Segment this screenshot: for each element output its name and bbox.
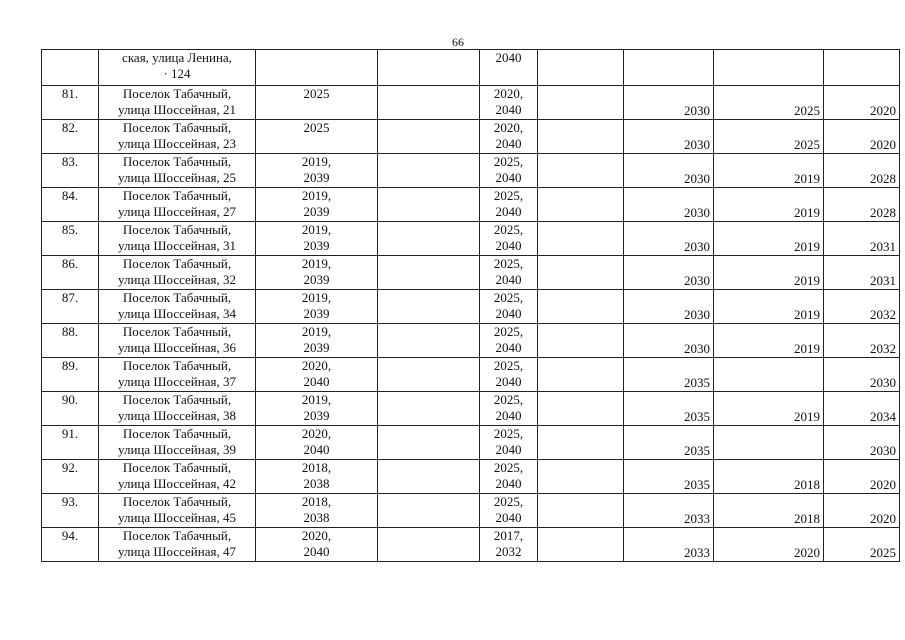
year-range-cell xyxy=(256,290,378,324)
empty-cell xyxy=(538,256,624,290)
row-number: 91. xyxy=(61,426,79,441)
year-value: 2032 xyxy=(495,544,522,559)
year-range-cell xyxy=(480,426,538,460)
year-cell xyxy=(714,392,824,426)
address-cell xyxy=(99,460,256,494)
empty-cell xyxy=(538,50,624,86)
address-cell xyxy=(99,494,256,528)
year-value: 2019 xyxy=(794,205,820,220)
year-range-cell xyxy=(256,358,378,392)
empty-cell xyxy=(538,426,624,460)
year-value: 2039 xyxy=(303,272,330,287)
year-value: 2030 xyxy=(870,443,896,458)
year-range-cell xyxy=(480,494,538,528)
year-cell xyxy=(624,120,714,154)
year-value: 2025 xyxy=(303,86,330,101)
table-row xyxy=(42,426,900,460)
year-cell xyxy=(714,358,824,392)
year-value: 2039 xyxy=(303,306,330,321)
year-value: 2025, xyxy=(493,460,524,475)
year-value: 2040 xyxy=(495,374,522,389)
year-value: 2020, xyxy=(493,86,524,101)
page-number: 66 xyxy=(452,35,464,49)
year-value: 2020, xyxy=(493,120,524,135)
table-row xyxy=(42,256,900,290)
empty-cell xyxy=(378,86,480,120)
row-number-cell xyxy=(42,188,99,222)
year-cell xyxy=(624,188,714,222)
year-value: 2020 xyxy=(870,137,896,152)
year-value: 2040 xyxy=(495,442,522,457)
year-value: 2019 xyxy=(794,273,820,288)
address-line: улица Шоссейная, 31 xyxy=(118,238,236,253)
row-number: 89. xyxy=(61,358,79,373)
row-number: 92. xyxy=(61,460,79,475)
address-line: улица Шоссейная, 36 xyxy=(118,340,236,355)
year-cell xyxy=(714,426,824,460)
address-line: Поселок Табачный, xyxy=(122,494,232,509)
year-value: 2035 xyxy=(684,375,710,390)
row-number: 83. xyxy=(61,154,79,169)
empty-cell xyxy=(378,460,480,494)
year-cell xyxy=(714,222,824,256)
empty-cell xyxy=(538,120,624,154)
year-cell xyxy=(624,86,714,120)
year-value: 2025, xyxy=(493,426,524,441)
year-range-cell xyxy=(480,256,538,290)
address-line: Поселок Табачный, xyxy=(122,154,232,169)
year-value: 2018, xyxy=(301,494,332,509)
year-range-cell xyxy=(256,426,378,460)
year-value: 2025, xyxy=(493,188,524,203)
row-number-cell xyxy=(42,290,99,324)
year-cell xyxy=(714,324,824,358)
row-number-cell xyxy=(42,392,99,426)
year-value: 2040 xyxy=(495,476,522,491)
year-value: 2032 xyxy=(870,341,896,356)
year-value: 2019 xyxy=(794,341,820,356)
year-value: 2030 xyxy=(684,341,710,356)
year-cell xyxy=(624,154,714,188)
row-number: 93. xyxy=(61,494,79,509)
year-value: 2020, xyxy=(301,358,332,373)
row-number-cell xyxy=(42,86,99,120)
empty-cell xyxy=(538,154,624,188)
year-value: 2025, xyxy=(493,290,524,305)
table-row xyxy=(42,392,900,426)
empty-cell xyxy=(378,290,480,324)
row-number-cell xyxy=(42,222,99,256)
year-range-cell xyxy=(480,188,538,222)
table-row xyxy=(42,222,900,256)
year-range-cell xyxy=(480,460,538,494)
year-value: 2025, xyxy=(493,324,524,339)
address-line: Поселок Табачный, xyxy=(122,188,232,203)
year-value: 2025, xyxy=(493,222,524,237)
table-row xyxy=(42,120,900,154)
year-value: 2039 xyxy=(303,340,330,355)
year-range-cell xyxy=(480,120,538,154)
year-value: 2019 xyxy=(794,409,820,424)
address-cell xyxy=(99,392,256,426)
year-value: 2019, xyxy=(301,290,332,305)
year-value: 2019, xyxy=(301,188,332,203)
year-cell xyxy=(824,460,900,494)
address-line: · 124 xyxy=(163,66,191,81)
year-value: 2020 xyxy=(870,103,896,118)
year-range-cell xyxy=(256,256,378,290)
address-line: Поселок Табачный, xyxy=(122,460,232,475)
address-line: Поселок Табачный, xyxy=(122,222,232,237)
row-number: 84. xyxy=(61,188,79,203)
year-value: 2020 xyxy=(870,511,896,526)
table-row xyxy=(42,290,900,324)
year-cell xyxy=(624,392,714,426)
year-value: 2020, xyxy=(301,528,332,543)
table-row xyxy=(42,460,900,494)
year-cell xyxy=(624,290,714,324)
year-cell xyxy=(624,426,714,460)
year-value: 2019, xyxy=(301,324,332,339)
year-value: 2019 xyxy=(794,307,820,322)
year-range-cell xyxy=(256,120,378,154)
year-cell xyxy=(824,324,900,358)
row-number: 82. xyxy=(61,120,79,135)
row-number-cell xyxy=(42,154,99,188)
year-value: 2040 xyxy=(495,102,522,117)
year-value: 2039 xyxy=(303,408,330,423)
year-range-cell xyxy=(256,154,378,188)
year-cell xyxy=(824,392,900,426)
empty-cell xyxy=(624,50,714,86)
year-value: 2028 xyxy=(870,205,896,220)
address-cell xyxy=(99,154,256,188)
year-value: 2019, xyxy=(301,222,332,237)
empty-cell xyxy=(538,494,624,528)
empty-cell xyxy=(378,392,480,426)
year-value: 2040 xyxy=(303,374,330,389)
year-value: 2017, xyxy=(493,528,524,543)
row-number-cell xyxy=(42,460,99,494)
address-cell xyxy=(99,324,256,358)
year-value: 2030 xyxy=(684,205,710,220)
year-value: 2025, xyxy=(493,494,524,509)
empty-cell xyxy=(378,120,480,154)
address-cell xyxy=(99,50,256,86)
year-value: 2039 xyxy=(303,238,330,253)
year-range-cell xyxy=(480,324,538,358)
year-cell xyxy=(624,460,714,494)
year-value: 2038 xyxy=(303,476,330,491)
year-value: 2019 xyxy=(794,171,820,186)
year-value: 2040 xyxy=(495,272,522,287)
year-range-cell xyxy=(256,324,378,358)
empty-cell xyxy=(538,188,624,222)
empty-cell xyxy=(256,50,378,86)
year-range-cell xyxy=(256,222,378,256)
address-cell xyxy=(99,358,256,392)
address-line: Поселок Табачный, xyxy=(122,120,232,135)
empty-cell xyxy=(538,222,624,256)
year-cell xyxy=(824,120,900,154)
table-row xyxy=(42,86,900,120)
address-cell xyxy=(99,528,256,562)
row-number-cell xyxy=(42,528,99,562)
year-value: 2025, xyxy=(493,256,524,271)
year-value: 2040 xyxy=(495,510,522,525)
address-line: улица Шоссейная, 42 xyxy=(118,476,236,491)
year-value: 2040 xyxy=(495,204,522,219)
year-value: 2040 xyxy=(303,544,330,559)
year-value: 2025 xyxy=(794,103,820,118)
empty-cell xyxy=(538,528,624,562)
year-value: 2040 xyxy=(303,442,330,457)
year-value: 2019, xyxy=(301,392,332,407)
year-value: 2031 xyxy=(870,273,896,288)
year-value: 2033 xyxy=(684,545,710,560)
year-cell xyxy=(824,256,900,290)
year-cell xyxy=(824,290,900,324)
year-value: 2030 xyxy=(684,171,710,186)
row-number: 88. xyxy=(61,324,79,339)
year-cell xyxy=(824,426,900,460)
row-number: 81. xyxy=(61,86,79,101)
address-line: улица Шоссейная, 21 xyxy=(118,102,236,117)
table-row xyxy=(42,528,900,562)
row-number-cell xyxy=(42,358,99,392)
year-cell xyxy=(714,256,824,290)
row-number-cell xyxy=(42,324,99,358)
year-value: 2019, xyxy=(301,256,332,271)
year-value: 2020 xyxy=(794,545,820,560)
empty-cell xyxy=(538,392,624,426)
empty-cell xyxy=(824,50,900,86)
year-value: 2031 xyxy=(870,239,896,254)
year-value: 2019 xyxy=(794,239,820,254)
year-value: 2030 xyxy=(684,307,710,322)
address-line: улица Шоссейная, 27 xyxy=(118,204,236,219)
empty-cell xyxy=(538,86,624,120)
address-cell xyxy=(99,222,256,256)
year-cell xyxy=(624,528,714,562)
year-value: 2033 xyxy=(684,511,710,526)
year-range-cell xyxy=(256,86,378,120)
year-value: 2020, xyxy=(301,426,332,441)
year-range-cell xyxy=(256,188,378,222)
year-range-cell xyxy=(256,392,378,426)
year-cell xyxy=(824,154,900,188)
year-value: 2035 xyxy=(684,477,710,492)
year-range-cell xyxy=(256,494,378,528)
year-cell xyxy=(714,154,824,188)
year-cell xyxy=(824,188,900,222)
address-cell xyxy=(99,86,256,120)
table-row xyxy=(42,358,900,392)
address-line: Поселок Табачный, xyxy=(122,290,232,305)
empty-cell xyxy=(538,460,624,494)
row-number: 87. xyxy=(61,290,79,305)
empty-cell xyxy=(538,290,624,324)
address-line: Поселок Табачный, xyxy=(122,426,232,441)
row-number: 86. xyxy=(61,256,79,271)
year-range-cell xyxy=(480,154,538,188)
empty-cell xyxy=(378,50,480,86)
year-value: 2040 xyxy=(495,408,522,423)
row-number-cell xyxy=(42,426,99,460)
address-line: улица Шоссейная, 23 xyxy=(118,136,236,151)
year-value: 2025, xyxy=(493,154,524,169)
address-line: улица Шоссейная, 32 xyxy=(118,272,236,287)
table-row xyxy=(42,324,900,358)
year-cell xyxy=(714,188,824,222)
year-value: 2040 xyxy=(495,238,522,253)
year-cell xyxy=(480,50,538,86)
row-number-cell xyxy=(42,120,99,154)
year-value: 2028 xyxy=(870,171,896,186)
year-value: 2035 xyxy=(684,409,710,424)
address-line: ская, улица Ленина, xyxy=(122,50,232,65)
year-range-cell xyxy=(256,460,378,494)
year-value: 2018 xyxy=(794,477,820,492)
year-value: 2019, xyxy=(301,154,332,169)
year-value: 2025, xyxy=(493,392,524,407)
year-cell xyxy=(714,120,824,154)
address-cell xyxy=(99,188,256,222)
year-value: 2035 xyxy=(684,443,710,458)
year-value: 2032 xyxy=(870,307,896,322)
address-cell xyxy=(99,290,256,324)
continuation-row xyxy=(42,50,900,86)
row-number-cell xyxy=(42,50,99,86)
year-cell xyxy=(714,86,824,120)
empty-cell xyxy=(378,188,480,222)
year-range-cell xyxy=(256,528,378,562)
year-range-cell xyxy=(480,86,538,120)
row-number-cell xyxy=(42,494,99,528)
address-line: Поселок Табачный, xyxy=(122,528,232,543)
year-cell xyxy=(714,494,824,528)
table-row xyxy=(42,188,900,222)
year-range-cell xyxy=(480,528,538,562)
year-cell xyxy=(624,256,714,290)
year-value: 2025 xyxy=(794,137,820,152)
address-line: Поселок Табачный, xyxy=(122,358,232,373)
year-range-cell xyxy=(480,222,538,256)
empty-cell xyxy=(378,528,480,562)
address-cell xyxy=(99,426,256,460)
year-value: 2018 xyxy=(794,511,820,526)
year-value: 2030 xyxy=(684,239,710,254)
year-cell xyxy=(714,528,824,562)
row-number-cell xyxy=(42,256,99,290)
address-line: улица Шоссейная, 47 xyxy=(118,544,236,559)
year-value: 2025 xyxy=(303,120,330,135)
empty-cell xyxy=(378,358,480,392)
empty-cell xyxy=(378,222,480,256)
empty-cell xyxy=(378,324,480,358)
table-row xyxy=(42,154,900,188)
address-cell xyxy=(99,120,256,154)
year-value: 2018, xyxy=(301,460,332,475)
year-value: 2034 xyxy=(870,409,896,424)
year-value: 2030 xyxy=(684,273,710,288)
year-cell xyxy=(824,358,900,392)
year-value: 2030 xyxy=(870,375,896,390)
year-value: 2030 xyxy=(684,103,710,118)
address-line: Поселок Табачный, xyxy=(122,392,232,407)
address-line: улица Шоссейная, 37 xyxy=(118,374,236,389)
year-value: 2040 xyxy=(495,136,522,151)
year-value: 2039 xyxy=(303,170,330,185)
address-line: улица Шоссейная, 38 xyxy=(118,408,236,423)
empty-cell xyxy=(378,256,480,290)
year-cell xyxy=(624,494,714,528)
address-line: улица Шоссейная, 25 xyxy=(118,170,236,185)
empty-cell xyxy=(538,324,624,358)
year-range-cell xyxy=(480,290,538,324)
year-value: 2025 xyxy=(870,545,896,560)
address-line: улица Шоссейная, 34 xyxy=(118,306,236,321)
year-range-cell xyxy=(480,358,538,392)
year-value: 2038 xyxy=(303,510,330,525)
empty-cell xyxy=(538,358,624,392)
year-value: 2020 xyxy=(870,477,896,492)
year-cell xyxy=(714,460,824,494)
row-number: 85. xyxy=(61,222,79,237)
year-cell xyxy=(824,222,900,256)
address-line: Поселок Табачный, xyxy=(122,324,232,339)
housing-repair-schedule-table xyxy=(41,49,900,562)
year-value: 2039 xyxy=(303,204,330,219)
empty-cell xyxy=(378,426,480,460)
year-value: 2040 xyxy=(495,50,522,65)
address-line: улица Шоссейная, 45 xyxy=(118,510,236,525)
year-value: 2040 xyxy=(495,340,522,355)
year-range-cell xyxy=(480,392,538,426)
year-value: 2040 xyxy=(495,170,522,185)
year-cell xyxy=(824,86,900,120)
year-cell xyxy=(824,528,900,562)
year-value: 2030 xyxy=(684,137,710,152)
address-cell xyxy=(99,256,256,290)
row-number: 94. xyxy=(61,528,79,543)
empty-cell xyxy=(378,154,480,188)
year-cell xyxy=(624,358,714,392)
empty-cell xyxy=(378,494,480,528)
year-cell xyxy=(624,324,714,358)
year-value: 2025, xyxy=(493,358,524,373)
address-line: Поселок Табачный, xyxy=(122,256,232,271)
year-cell xyxy=(824,494,900,528)
year-value: 2040 xyxy=(495,306,522,321)
year-cell xyxy=(714,290,824,324)
address-line: Поселок Табачный, xyxy=(122,86,232,101)
table-row xyxy=(42,494,900,528)
year-cell xyxy=(624,222,714,256)
row-number: 90. xyxy=(61,392,79,407)
empty-cell xyxy=(714,50,824,86)
address-line: улица Шоссейная, 39 xyxy=(118,442,236,457)
